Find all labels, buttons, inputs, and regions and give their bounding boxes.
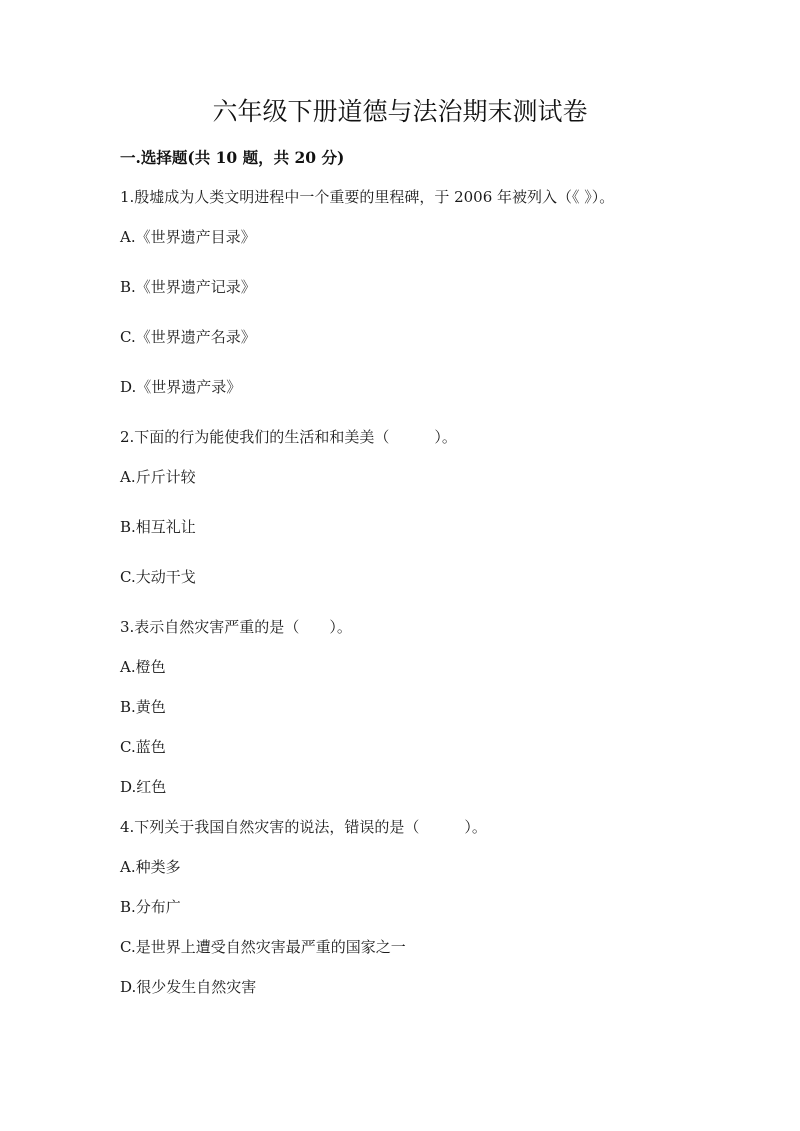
question-3-option-a: A.橙色 bbox=[120, 658, 166, 676]
question-3-option-b: B.黄色 bbox=[120, 698, 166, 716]
page-title: 六年级下册道德与法治期末测试卷 bbox=[212, 97, 588, 126]
question-1-option-c: C.《世界遗产名录》 bbox=[120, 328, 256, 346]
question-1-option-a: A.《世界遗产目录》 bbox=[120, 228, 256, 246]
question-2-stem: 2.下面的行为能使我们的生活和和美美（ ）。 bbox=[120, 428, 457, 446]
question-3-stem: 3.表示自然灾害严重的是（ ）。 bbox=[120, 618, 352, 636]
question-2-option-c: C.大动干戈 bbox=[120, 568, 196, 586]
question-4-option-b: B.分布广 bbox=[120, 898, 181, 916]
question-1-option-d: D.《世界遗产录》 bbox=[120, 378, 242, 396]
question-3-option-c: C.蓝色 bbox=[120, 738, 166, 756]
question-1-stem: 1.殷墟成为人类文明进程中一个重要的里程碑，于 2006 年被列入（《 》）。 bbox=[120, 188, 615, 206]
question-2-option-b: B.相互礼让 bbox=[120, 518, 196, 536]
question-1-option-b: B.《世界遗产记录》 bbox=[120, 278, 256, 296]
section-heading: 一.选择题(共 10 题，共 20 分) bbox=[120, 148, 345, 167]
question-4-stem: 4.下列关于我国自然灾害的说法，错误的是（ ）。 bbox=[120, 818, 487, 836]
question-4-option-c: C.是世界上遭受自然灾害最严重的国家之一 bbox=[120, 938, 406, 956]
question-4-option-a: A.种类多 bbox=[120, 858, 181, 876]
question-4-option-d: D.很少发生自然灾害 bbox=[120, 978, 257, 996]
question-3-option-d: D.红色 bbox=[120, 778, 167, 796]
question-2-option-a: A.斤斤计较 bbox=[120, 468, 196, 486]
